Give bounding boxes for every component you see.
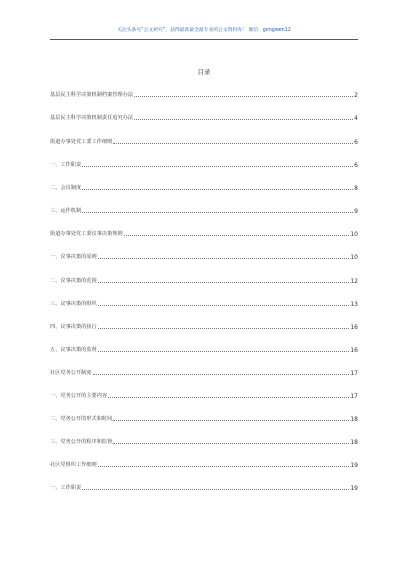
toc-entry-page: 16 bbox=[350, 324, 358, 331]
dot-leader bbox=[108, 397, 349, 398]
toc-entry[interactable] bbox=[50, 252, 358, 261]
toc-entry-page: 19 bbox=[350, 485, 358, 492]
toc-entry-page: 10 bbox=[350, 231, 358, 238]
toc-entry-page: 19 bbox=[350, 462, 358, 469]
toc-entry-page: 6 bbox=[354, 162, 358, 169]
toc-entry-page: 6 bbox=[354, 139, 358, 146]
toc-entry-label: 社区党务公开制度 bbox=[50, 370, 92, 376]
toc-entry[interactable] bbox=[50, 90, 358, 99]
toc-entry-label: 一、议事决策的原则 bbox=[50, 254, 97, 260]
toc-title: 目录 bbox=[197, 68, 211, 76]
dot-leader bbox=[98, 305, 350, 306]
dot-leader bbox=[98, 282, 350, 283]
dot-leader bbox=[98, 466, 350, 467]
toc-entry-page: 12 bbox=[350, 278, 358, 285]
dot-leader bbox=[113, 420, 349, 421]
toc-entry[interactable] bbox=[50, 368, 358, 377]
toc-entry-label: 四、议事决策的执行 bbox=[50, 324, 97, 330]
toc-entry-page: 4 bbox=[354, 115, 358, 122]
dot-leader bbox=[82, 166, 353, 167]
toc-entry-page: 10 bbox=[350, 254, 358, 261]
dot-leader bbox=[82, 189, 353, 190]
toc-entry-label: 三、运作机制 bbox=[50, 208, 82, 214]
page-header: 关注头条号“公文研究”，获得最新最全最专业的公文资料库！ 微信：gongwen12 bbox=[117, 28, 291, 33]
toc-entry-page: 13 bbox=[350, 301, 358, 308]
toc-entry-label: 三、议事决策的组织 bbox=[50, 301, 97, 307]
toc-entry[interactable] bbox=[50, 137, 358, 146]
toc-entry[interactable] bbox=[50, 345, 358, 354]
dot-leader bbox=[124, 235, 350, 236]
toc-entry[interactable] bbox=[50, 206, 358, 215]
toc-entry[interactable] bbox=[50, 113, 358, 122]
toc-entry-page: 17 bbox=[350, 370, 358, 377]
toc-entry-label: 二、议事决策的范围 bbox=[50, 278, 97, 284]
dot-leader bbox=[82, 212, 353, 213]
dot-leader bbox=[113, 143, 353, 144]
header-divider bbox=[50, 39, 358, 40]
toc-entry-page: 17 bbox=[350, 393, 358, 400]
toc-entry-page: 16 bbox=[350, 347, 358, 354]
toc-entry[interactable] bbox=[50, 322, 358, 331]
toc-entry-label: 二、会议制度 bbox=[50, 185, 82, 191]
toc-entry-label: 一、工作职责 bbox=[50, 485, 82, 491]
toc-entry[interactable] bbox=[50, 276, 358, 285]
dot-leader bbox=[98, 258, 350, 259]
toc-entry-label: 社区党组织工作细则 bbox=[50, 462, 97, 468]
toc-entry-label: 一、工作职责 bbox=[50, 162, 82, 168]
dot-leader bbox=[134, 96, 353, 97]
toc-entry[interactable] bbox=[50, 437, 358, 446]
toc-entry[interactable] bbox=[50, 483, 358, 492]
toc-entry-page: 8 bbox=[354, 185, 358, 192]
toc-entry-label: 街道办事处党工委工作细则 bbox=[50, 139, 113, 145]
toc-entry[interactable] bbox=[50, 299, 358, 308]
toc-entry-label: 基层民主科学决策机制档案管理办法 bbox=[50, 92, 134, 98]
toc-entry[interactable] bbox=[50, 229, 358, 238]
toc-entry-page: 18 bbox=[350, 439, 358, 446]
dot-leader bbox=[113, 443, 349, 444]
toc-entry[interactable] bbox=[50, 460, 358, 469]
toc-entry-label: 一、党务公开的主要内容 bbox=[50, 393, 108, 399]
toc-entry[interactable] bbox=[50, 414, 358, 423]
toc-entry-label: 五、议事决策的监督 bbox=[50, 347, 97, 353]
dot-leader bbox=[82, 489, 349, 490]
toc-entry-page: 2 bbox=[354, 92, 358, 99]
toc-entry-label: 二、党务公开的形式和时间 bbox=[50, 416, 113, 422]
dot-leader bbox=[98, 351, 350, 352]
dot-leader bbox=[93, 374, 350, 375]
toc-entry-label: 基层民主科学决策机制责任追究办法 bbox=[50, 115, 134, 121]
toc-entry[interactable] bbox=[50, 391, 358, 400]
toc-entry-page: 9 bbox=[354, 208, 358, 215]
toc-entry[interactable] bbox=[50, 183, 358, 192]
toc-entry-label: 三、党务公开的程序和监督 bbox=[50, 439, 113, 445]
toc-entry-page: 18 bbox=[350, 416, 358, 423]
dot-leader bbox=[134, 119, 353, 120]
dot-leader bbox=[98, 328, 350, 329]
toc-entry[interactable] bbox=[50, 160, 358, 169]
toc-entry-label: 街道办事处党工委议事决策规则 bbox=[50, 231, 123, 237]
